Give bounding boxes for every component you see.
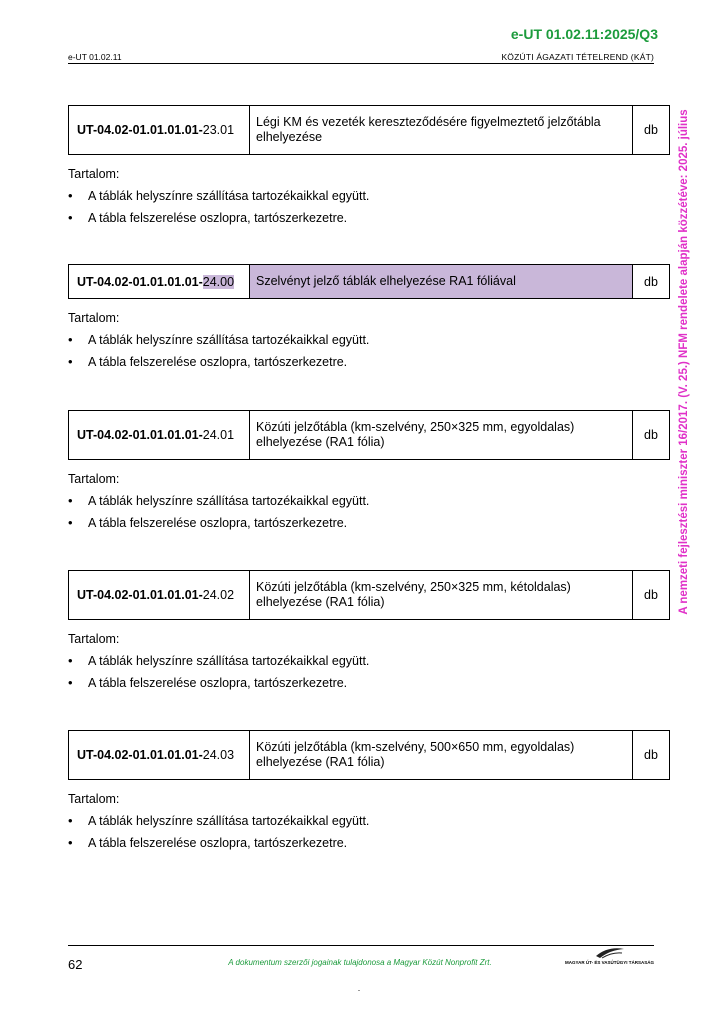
list-item: • A tábla felszerelése oszlopra, tartószerkezetre. bbox=[68, 516, 670, 530]
item-description: Közúti jelzőtábla (km-szelvény, 500×650 mm, egyoldalas) elhelyezése (RA1 fólia) bbox=[250, 731, 633, 779]
item-code-prefix: UT-04.02-01.01.01.01- bbox=[77, 274, 203, 289]
item-description: Légi KM és vezeték kereszteződésére figyelmeztető jelzőtábla elhelyezése bbox=[250, 106, 633, 154]
logo-text: MAGYAR ÚT- ÉS VASÚTÜGYI TÁRSASÁG bbox=[564, 960, 654, 965]
header-right: KÖZÚTI ÁGAZATI TÉTELREND (KÁT) bbox=[501, 52, 654, 62]
item-code bbox=[69, 571, 250, 619]
item-unit: db bbox=[644, 588, 658, 602]
company-logo bbox=[564, 946, 654, 970]
side-note: A nemzeti fejlesztési miniszter 16/2017. (V. 25.) NFM rendelete alapján közzétéve: 2025. július bbox=[678, 109, 690, 615]
item-code-suffix: 24.01 bbox=[202, 428, 235, 442]
item-code-prefix: UT-04.02-01.01.01.01- bbox=[77, 123, 203, 137]
item-block bbox=[68, 264, 670, 369]
logo-swoosh-icon bbox=[594, 946, 626, 960]
item-description: Közúti jelzőtábla (km-szelvény, 250×325 mm, egyoldalas) elhelyezése (RA1 fólia) bbox=[250, 411, 633, 459]
item-code-suffix: 24.00 bbox=[202, 274, 235, 289]
list-item: • A tábla felszerelése oszlopra, tartószerkezetre. bbox=[68, 355, 670, 369]
item-table bbox=[68, 730, 670, 780]
list-item: • A tábla felszerelése oszlopra, tartószerkezetre. bbox=[68, 836, 670, 850]
list-item: • A táblák helyszínre szállítása tartozékaikkal együtt. bbox=[68, 814, 670, 828]
bullet-list bbox=[68, 654, 670, 690]
item-code-suffix: 23.01 bbox=[202, 123, 235, 137]
bullet-list bbox=[68, 814, 670, 850]
item-code-prefix: UT-04.02-01.01.01.01- bbox=[77, 588, 203, 602]
item-code-suffix: 24.02 bbox=[202, 588, 235, 602]
contents-label: Tartalom: bbox=[68, 311, 120, 325]
item-block bbox=[68, 570, 670, 690]
item-code bbox=[69, 265, 250, 298]
header-left: e-UT 01.02.11 bbox=[68, 52, 122, 62]
item-code bbox=[69, 411, 250, 459]
contents-label: Tartalom: bbox=[68, 167, 120, 181]
item-unit: db bbox=[644, 748, 658, 762]
list-item: • A tábla felszerelése oszlopra, tartószerkezetre. bbox=[68, 676, 670, 690]
item-table bbox=[68, 410, 670, 460]
item-block bbox=[68, 105, 670, 225]
document-code: e-UT 01.02.11:2025/Q3 bbox=[510, 26, 658, 42]
copyright-notice: A dokumentum szerzői jogainak tulajdonosa a Magyar Közút Nonprofit Zrt. bbox=[228, 958, 492, 967]
item-unit: db bbox=[644, 274, 658, 289]
item-code bbox=[69, 731, 250, 779]
item-unit: db bbox=[644, 428, 658, 442]
item-block bbox=[68, 730, 670, 850]
bullet-list bbox=[68, 189, 670, 225]
bullet-list bbox=[68, 333, 670, 369]
item-unit: db bbox=[644, 123, 658, 137]
page-number: 62 bbox=[68, 957, 83, 972]
list-item: • A tábla felszerelése oszlopra, tartószerkezetre. bbox=[68, 211, 670, 225]
item-code bbox=[69, 106, 250, 154]
item-table bbox=[68, 570, 670, 620]
list-item: • A táblák helyszínre szállítása tartozékaikkal együtt. bbox=[68, 333, 670, 347]
header-divider bbox=[68, 63, 654, 64]
bullet-list bbox=[68, 494, 670, 530]
item-code-prefix: UT-04.02-01.01.01.01- bbox=[77, 428, 203, 442]
list-item: • A táblák helyszínre szállítása tartozékaikkal együtt. bbox=[68, 654, 670, 668]
item-table bbox=[68, 105, 670, 155]
list-item: • A táblák helyszínre szállítása tartozékaikkal együtt. bbox=[68, 494, 670, 508]
contents-label: Tartalom: bbox=[68, 792, 120, 806]
item-table bbox=[68, 264, 670, 299]
list-item: • A táblák helyszínre szállítása tartozékaikkal együtt. bbox=[68, 189, 670, 203]
contents-label: Tartalom: bbox=[68, 472, 120, 486]
decorative-dot bbox=[358, 990, 360, 991]
item-description: Szelvényt jelző táblák elhelyezése RA1 fóliával bbox=[250, 265, 633, 298]
item-code-suffix: 24.03 bbox=[202, 748, 235, 762]
item-block bbox=[68, 410, 670, 530]
item-code-prefix: UT-04.02-01.01.01.01- bbox=[77, 748, 203, 762]
contents-label: Tartalom: bbox=[68, 632, 120, 646]
item-description: Közúti jelzőtábla (km-szelvény, 250×325 mm, kétoldalas) elhelyezése (RA1 fólia) bbox=[250, 571, 633, 619]
